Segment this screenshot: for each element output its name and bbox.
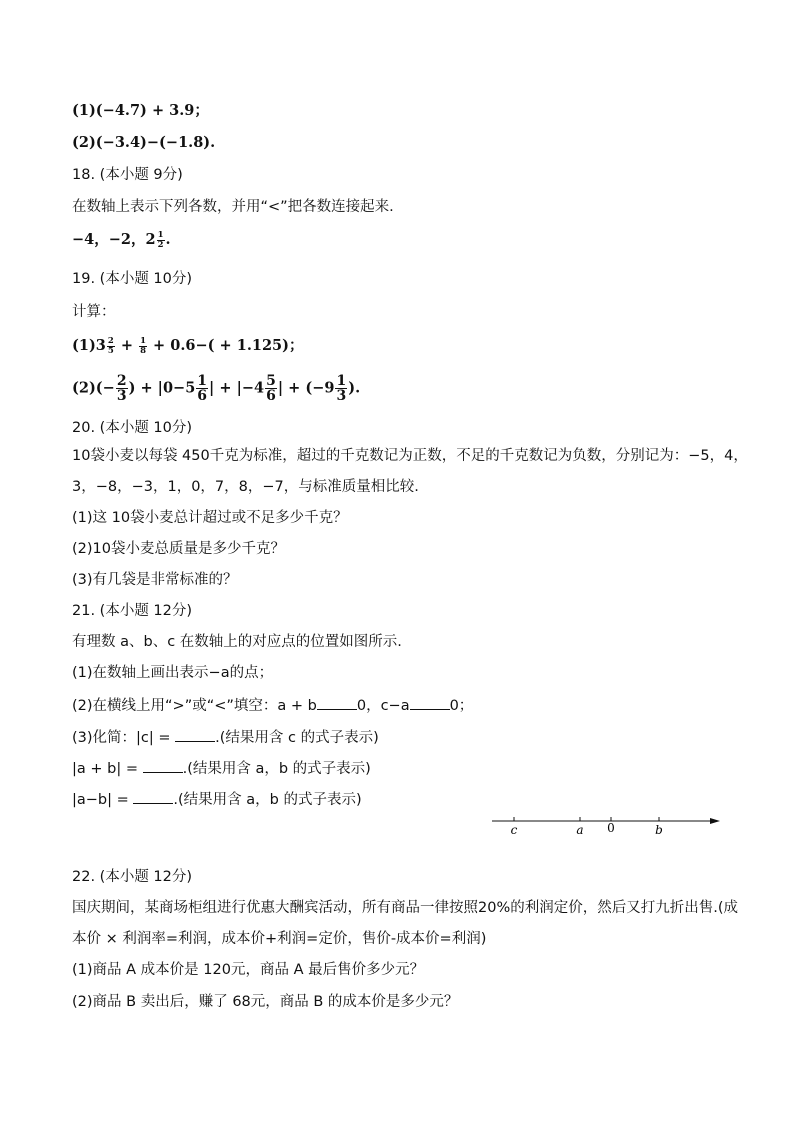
q21-sub3-part-b: .(结果用含 c 的式子表示): [215, 730, 379, 746]
frac-num: 1: [140, 336, 146, 346]
q19-e2-part5: ).: [348, 379, 361, 397]
q22-header: 22. (本小题 12分): [72, 869, 193, 885]
q21-sub2-part-b: 0，c−a: [356, 698, 410, 714]
frac-den: 5: [107, 345, 114, 356]
q21-header: 21. (本小题 12分): [72, 603, 193, 619]
frac-num: 5: [266, 373, 276, 389]
q19-e2-fraction-3: [265, 374, 277, 403]
answer-blank[interactable]: [143, 758, 183, 773]
q22-sub-1: (1)商品 A 成本价是 120元，商品 A 最后售价多少元？: [72, 962, 425, 978]
frac-den: 6: [266, 388, 276, 404]
q19-header: 19. (本小题 10分): [72, 271, 193, 287]
q19-e2-prefix: (2)(−: [72, 379, 115, 397]
q18-frac-num: 1: [157, 230, 164, 240]
label-c: c: [510, 823, 518, 837]
number-line-arrow-icon: [710, 818, 720, 824]
answer-blank[interactable]: [175, 727, 215, 742]
q21-sub5-part-a: |a−b| =: [72, 792, 129, 808]
number-line-figure: [490, 810, 722, 840]
q20-sub-2: (2)10袋小麦总质量是多少千克？: [72, 541, 285, 557]
q19-e1-rest: + 0.6−( + 1.125)；: [148, 337, 304, 354]
q22-line-1: 国庆期间，某商场柜组进行优惠大酬宾活动，所有商品一律按照20%的利润定价，然后又打九折出售.(成: [72, 900, 738, 916]
q17-item-2: (2)(−3.4)−(−1.8).: [72, 134, 216, 151]
q19-e1-fraction-2: [139, 337, 147, 355]
q19-instruction: 计算：: [72, 304, 116, 320]
label-a: a: [576, 823, 584, 837]
frac-num: 2: [116, 373, 127, 389]
q17-item-1: (1)(−4.7) + 3.9；: [72, 102, 209, 119]
answer-blank[interactable]: [133, 789, 173, 804]
q21-sub-5: [72, 789, 362, 810]
q20-line-1: 10袋小麦以每袋 450千克为标准，超过的千克数记为正数，不足的千克数记为负数，分别记为：−5，4，: [72, 448, 748, 464]
q19-e1-fraction-1: [107, 337, 115, 355]
label-b: b: [655, 823, 663, 837]
frac-den: 8: [140, 345, 146, 356]
q21-sub-1: (1)在数轴上画出表示−a的点；: [72, 665, 274, 681]
q19-expression-2: [72, 374, 360, 403]
q21-sub-2: [72, 695, 473, 716]
q19-e2-part3: | + |−4: [209, 379, 265, 397]
q20-sub-1: (1)这 10袋小麦总计超过或不足多少千克？: [72, 510, 348, 526]
q18-fraction: [157, 231, 165, 249]
q18-numbers: [72, 230, 171, 250]
q21-sub4-part-b: .(结果用含 a，b 的式子表示): [182, 761, 371, 777]
q19-e2-fraction-2: [196, 374, 208, 403]
frac-den: 3: [336, 388, 347, 404]
q22-line-2: 本价 × 利润率=利润，成本价+利润=定价，售价-成本价=利润): [72, 931, 487, 947]
frac-den: 6: [197, 388, 208, 404]
q21-sub-4: [72, 758, 371, 779]
answer-blank[interactable]: [410, 695, 450, 710]
label-zero: 0: [607, 821, 615, 835]
q18-numbers-prefix: −4，−2，2: [72, 231, 156, 248]
q20-sub-3: (3)有几袋是非常标准的？: [72, 572, 238, 588]
q21-sub5-part-b: .(结果用含 a，b 的式子表示): [173, 792, 362, 808]
q21-sub3-part-a: (3)化简：|c| =: [72, 730, 171, 746]
q20-line-2: 3，−8，−3，1，0，7，8，−7，与标准质量相比较.: [72, 479, 419, 495]
q19-e1-plus: +: [115, 337, 139, 354]
q20-header: 20. (本小题 10分): [72, 420, 193, 436]
frac-num: 2: [107, 336, 114, 346]
q19-e2-part2: ) + |0−5: [128, 379, 196, 397]
q18-numbers-suffix: .: [165, 231, 171, 248]
q21-sub4-part-a: |a + b| =: [72, 761, 138, 777]
q19-e2-fraction-4: [335, 374, 347, 403]
q18-header: 18. (本小题 9分): [72, 167, 183, 183]
answer-blank[interactable]: [317, 695, 357, 710]
q21-intro: 有理数 a、b、c 在数轴上的对应点的位置如图所示.: [72, 634, 402, 650]
q18-instruction: 在数轴上表示下列各数，并用“<”把各数连接起来.: [72, 199, 394, 215]
q22-sub-2: (2)商品 B 卖出后，赚了 68元，商品 B 的成本价是多少元？: [72, 994, 459, 1010]
q21-sub-3: [72, 727, 379, 748]
q19-expression-1: [72, 336, 304, 356]
q21-sub2-part-a: (2)在横线上用“>”或“<”填空：a + b: [72, 698, 317, 714]
q19-e2-part4: | + (−9: [277, 379, 335, 397]
q19-e2-fraction-1: [116, 374, 128, 403]
frac-den: 3: [116, 388, 127, 404]
q21-sub2-part-c: 0；: [449, 698, 474, 714]
frac-num: 1: [197, 373, 208, 389]
q19-e1-prefix: (1)3: [72, 337, 106, 354]
frac-num: 1: [336, 373, 347, 389]
q18-frac-den: 2: [157, 239, 164, 250]
